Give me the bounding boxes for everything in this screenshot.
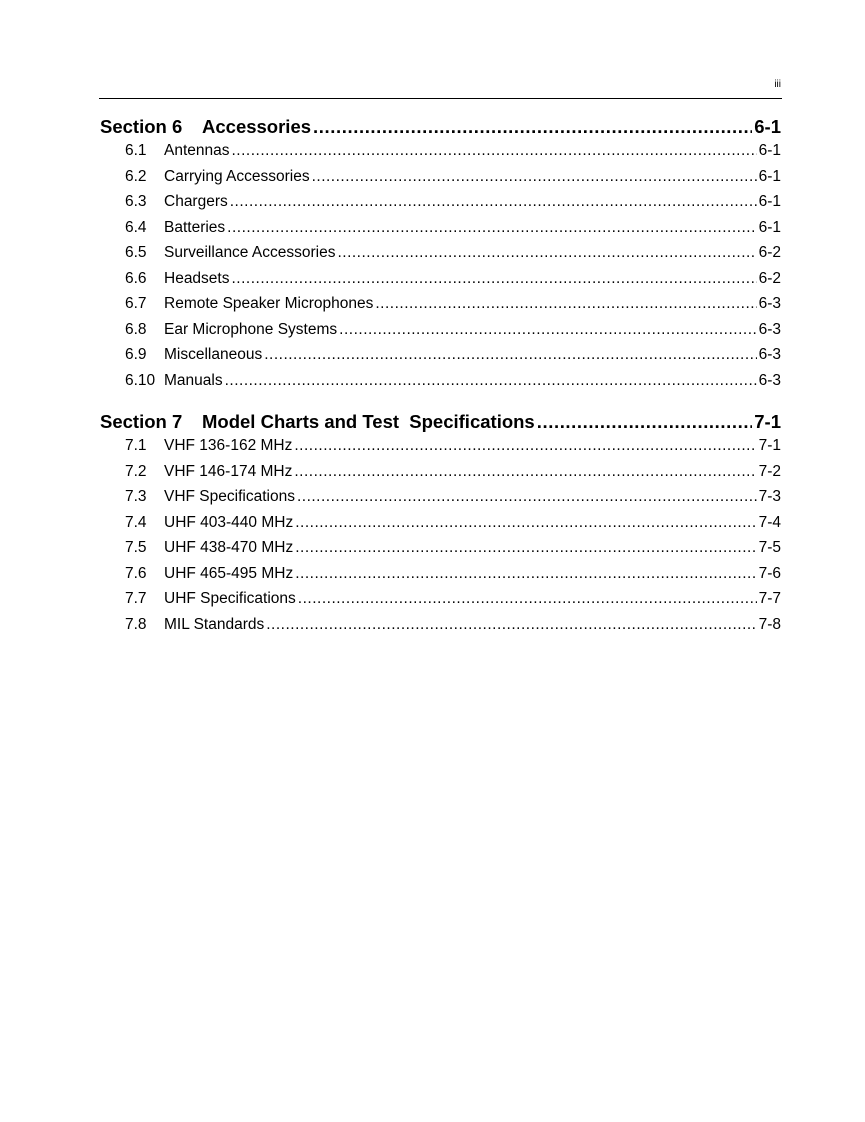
toc-entry[interactable]	[100, 317, 781, 343]
entry-page: 6-3	[758, 295, 781, 312]
section-heading[interactable]	[100, 115, 781, 138]
entry-title: Batteries	[164, 218, 226, 236]
dot-leader	[537, 410, 753, 433]
dot-leader	[231, 266, 756, 292]
toc-section-7	[100, 410, 781, 637]
toc-entry[interactable]	[100, 484, 781, 510]
entry-title: UHF 465-495 MHz	[164, 564, 294, 582]
section-title: Model Charts and Test Specifications	[202, 411, 535, 432]
toc-entry[interactable]	[100, 164, 781, 190]
dot-leader	[232, 138, 757, 164]
table-of-contents	[100, 115, 781, 654]
toc-entry[interactable]	[100, 368, 781, 394]
section-label: Section 6	[100, 116, 183, 137]
entry-page: 7-4	[758, 513, 781, 531]
entry-number: 6.6	[125, 269, 147, 287]
entry-number: 6.10	[125, 371, 156, 389]
dot-leader	[295, 561, 756, 587]
entry-title: VHF Specifications	[164, 488, 295, 505]
toc-entry[interactable]	[100, 586, 781, 612]
dot-leader	[298, 586, 757, 612]
entry-number: 7.3	[125, 488, 147, 505]
entry-title: Chargers	[164, 193, 228, 210]
dot-leader	[297, 484, 757, 510]
entry-title: Ear Microphone Systems	[164, 320, 338, 338]
toc-entry[interactable]	[100, 138, 781, 164]
entry-page: 6-1	[758, 142, 781, 159]
dot-leader	[295, 535, 756, 561]
toc-section-6	[100, 115, 781, 393]
toc-entry[interactable]	[100, 291, 781, 317]
entry-title: Headsets	[164, 269, 230, 287]
toc-entry[interactable]	[100, 535, 781, 561]
dot-leader	[337, 240, 756, 266]
entry-page: 7-7	[758, 590, 781, 607]
entry-number: 6.9	[125, 346, 147, 363]
dot-leader	[312, 164, 757, 190]
entry-title: UHF Specifications	[164, 590, 296, 607]
entry-number: 6.1	[125, 142, 147, 159]
entry-page: 6-1	[758, 218, 781, 236]
entry-title: VHF 136-162 MHz	[164, 437, 293, 454]
entry-number: 7.4	[125, 513, 147, 531]
dot-leader	[230, 189, 757, 215]
section-heading[interactable]	[100, 410, 781, 433]
entry-number: 7.1	[125, 437, 147, 454]
entry-number: 6.3	[125, 193, 147, 210]
header-rule	[99, 98, 782, 99]
entry-page: 6-2	[758, 269, 781, 287]
toc-entry[interactable]	[100, 240, 781, 266]
section-page: 7-1	[754, 411, 781, 432]
dot-leader	[339, 317, 756, 343]
entry-title: MIL Standards	[164, 615, 265, 633]
dot-leader	[266, 612, 756, 638]
entry-title: Miscellaneous	[164, 346, 263, 363]
entry-number: 7.6	[125, 564, 147, 582]
entry-title: Antennas	[164, 142, 230, 159]
dot-leader	[375, 291, 756, 317]
entry-number: 7.5	[125, 539, 147, 556]
entry-number: 6.8	[125, 320, 147, 338]
entry-title: Surveillance Accessories	[164, 244, 336, 261]
section-page: 6-1	[754, 116, 781, 137]
toc-entry[interactable]	[100, 189, 781, 215]
dot-leader	[264, 342, 756, 368]
toc-entry[interactable]	[100, 561, 781, 587]
entry-number: 6.2	[125, 167, 147, 185]
entry-number: 7.8	[125, 615, 147, 633]
toc-entry[interactable]	[100, 215, 781, 241]
dot-leader	[313, 115, 752, 138]
entry-page: 7-5	[758, 539, 781, 556]
entry-page: 7-1	[758, 437, 781, 454]
entry-page: 6-3	[758, 371, 781, 389]
entry-title: Manuals	[164, 371, 223, 389]
dot-leader	[294, 459, 756, 485]
entry-number: 6.5	[125, 244, 147, 261]
entry-number: 7.2	[125, 462, 147, 480]
toc-entry[interactable]	[100, 433, 781, 459]
dot-leader	[225, 368, 757, 394]
toc-entry[interactable]	[100, 266, 781, 292]
toc-entry[interactable]	[100, 459, 781, 485]
entry-title: UHF 403-440 MHz	[164, 513, 294, 531]
entry-number: 6.7	[125, 295, 147, 312]
entry-page: 7-3	[758, 488, 781, 505]
dot-leader	[294, 433, 756, 459]
dot-leader	[227, 215, 756, 241]
entry-page: 7-2	[758, 462, 781, 480]
entry-page: 6-1	[758, 193, 781, 210]
entry-title: Remote Speaker Microphones	[164, 295, 374, 312]
entry-page: 6-3	[758, 320, 781, 338]
entry-title: UHF 438-470 MHz	[164, 539, 294, 556]
entry-number: 7.7	[125, 590, 147, 607]
page-number: iii	[774, 79, 781, 90]
toc-entry[interactable]	[100, 612, 781, 638]
entry-number: 6.4	[125, 218, 147, 236]
entry-page: 6-1	[758, 167, 781, 185]
entry-title: VHF 146-174 MHz	[164, 462, 293, 480]
entry-page: 6-2	[758, 244, 781, 261]
toc-entry[interactable]	[100, 510, 781, 536]
entry-title: Carrying Accessories	[164, 167, 310, 185]
section-title: Accessories	[202, 116, 312, 137]
entry-page: 7-8	[758, 615, 781, 633]
entry-page: 6-3	[758, 346, 781, 363]
toc-entry[interactable]	[100, 342, 781, 368]
dot-leader	[295, 510, 756, 536]
entry-page: 7-6	[758, 564, 781, 582]
section-label: Section 7	[100, 411, 183, 432]
